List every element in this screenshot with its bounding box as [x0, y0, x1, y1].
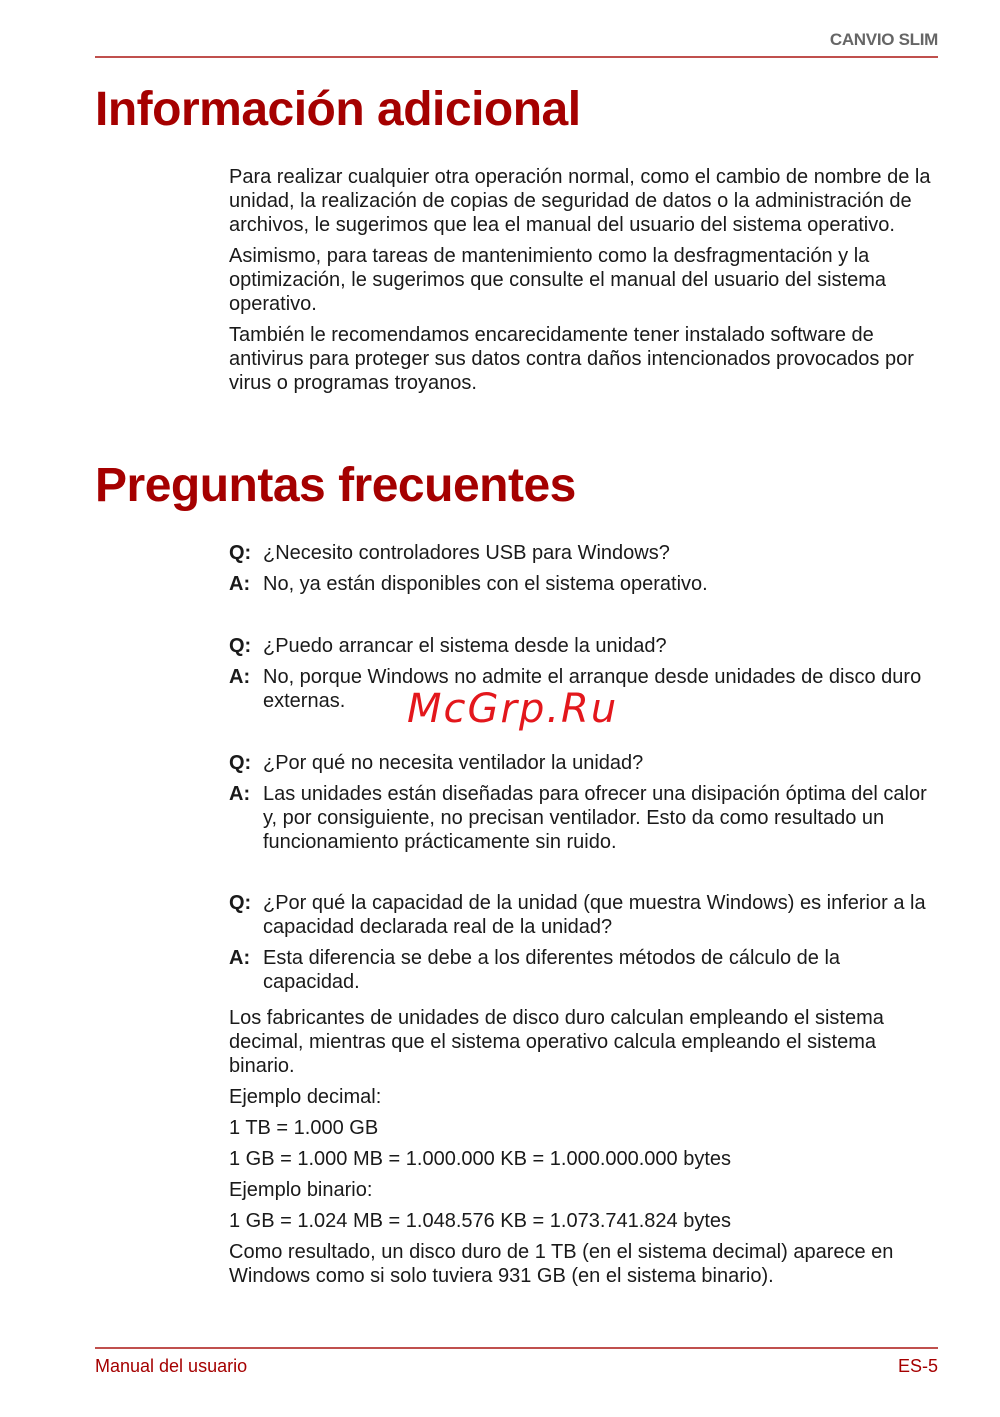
- header-product: CANVIO SLIM: [829, 30, 938, 49]
- section-title-informacion: Información adicional: [95, 83, 581, 136]
- paragraph: Para realizar cualquier otra operación normal, como el cambio de nombre de la unidad, la realización de copias de seguridad de datos o la administración de archivos, le sugerimos que lea el manual del usuario del sistema operativo.: [229, 166, 931, 236]
- answer: Las unidades están diseñadas para ofrecer una disipación óptima del calor y, por consiguiente, no precisan ventilador. Esto da como resultado un funcionamiento prácticamente sin ruido.: [263, 783, 927, 853]
- header-rule: [95, 56, 938, 58]
- watermark: McGrp.Ru: [407, 686, 619, 732]
- q-label: Q:: [229, 542, 252, 564]
- a-label: A:: [229, 783, 251, 805]
- paragraph: Asimismo, para tareas de mantenimiento como la desfragmentación y la optimización, le sugerimos que consulte el manual del usuario del sistema operativo.: [229, 245, 887, 315]
- a-label: A:: [229, 573, 251, 595]
- answer-paragraph: Como resultado, un disco duro de 1 TB (en el sistema decimal) aparece en Windows como si solo tuviera 931 GB (en el sistema binario).: [229, 1241, 894, 1287]
- q-label: Q:: [229, 752, 252, 774]
- a-label: A:: [229, 666, 251, 688]
- answer-paragraph: 1 GB = 1.000 MB = 1.000.000 KB = 1.000.000.000 bytes: [229, 1148, 732, 1170]
- a-label: A:: [229, 947, 251, 969]
- answer-paragraph: 1 GB = 1.024 MB = 1.048.576 KB = 1.073.741.824 bytes: [229, 1210, 732, 1232]
- footer-manual: Manual del usuario: [95, 1356, 248, 1376]
- q-label: Q:: [229, 635, 252, 657]
- footer-page-number: ES-5: [897, 1356, 938, 1376]
- footer-rule: [95, 1347, 938, 1349]
- faq-item: [229, 541, 941, 603]
- answer: No, porque Windows no admite el arranque desde unidades de disco duro externas.: [263, 666, 922, 712]
- answer-paragraph: Los fabricantes de unidades de disco duro calculan empleando el sistema decimal, mientras que el sistema operativo calcula empleando el sistema binario.: [229, 1007, 884, 1077]
- answer-paragraph: 1 TB = 1.000 GB: [229, 1117, 379, 1139]
- section-informacion-body: [229, 165, 941, 402]
- q-label: Q:: [229, 892, 252, 914]
- question: ¿Puedo arrancar el sistema desde la unidad?: [263, 635, 667, 657]
- question: ¿Necesito controladores USB para Windows?: [263, 542, 670, 564]
- question: ¿Por qué no necesita ventilador la unidad?: [263, 752, 644, 774]
- answer: No, ya están disponibles con el sistema operativo.: [263, 573, 708, 595]
- answer-paragraph: Ejemplo decimal:: [229, 1086, 382, 1108]
- section-title-faq: Preguntas frecuentes: [95, 459, 576, 512]
- faq-item: [229, 751, 941, 861]
- paragraph: También le recomendamos encarecidamente tener instalado software de antivirus para proteger sus datos contra daños intencionados provocados por virus o programas troyanos.: [229, 324, 914, 394]
- answer-paragraph: Ejemplo binario:: [229, 1179, 373, 1201]
- question: ¿Por qué la capacidad de la unidad (que muestra Windows) es inferior a la capacidad declarada real de la unidad?: [263, 892, 926, 938]
- faq-item: [229, 891, 941, 1295]
- answer: Esta diferencia se debe a los diferentes métodos de cálculo de la capacidad.: [263, 947, 841, 993]
